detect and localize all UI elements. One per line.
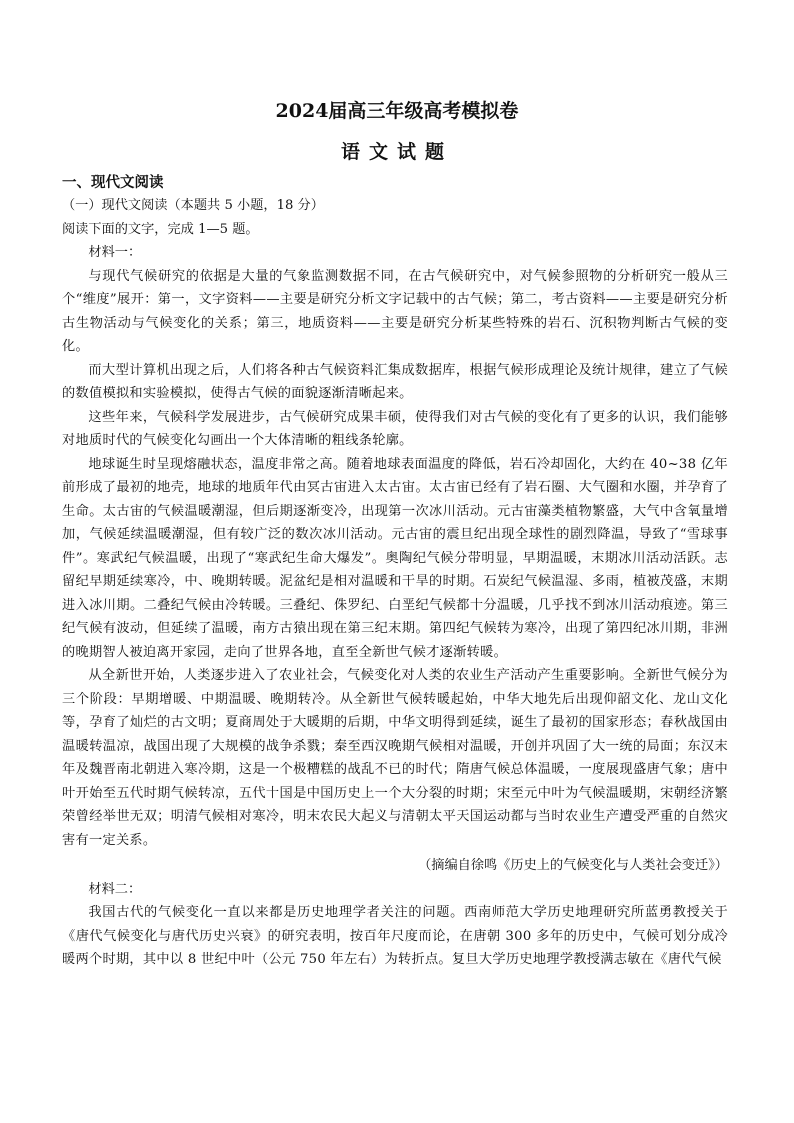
material1-paragraph: 地球诞生时呈现熔融状态，温度非常之高。随着地球表面温度的降低，岩石冷却固化，大约在 40~38 亿年前形成了最初的地壳，地球的地质年代由冥古宙进入太古宙。太古宙已经有了岩石圈、大气圈和水圈，并孕育了生命。太古宙的气候温暖潮湿，但后期逐渐变冷，出现第一次冰川活动。元古宙藻类植物繁盛，大气中含氧量增加，气候延续温暖潮湿，但有较广泛的数次冰川活动。元古宙的震旦纪出现全球性的剧烈降温，导致了“雪球事件”。寒武纪气候温暖，出现了“寒武纪生命大爆发”。奥陶纪气候分带明显，早期温暖，末期冰川活动活跃。志留纪早期延续寒冷，中、晚期转暖。泥盆纪是相对温暖和干旱的时期。石炭纪气候温湿、多雨，植被茂盛，末期进入冰川期。二叠纪气候由冷转暖。三叠纪、侏罗纪、白垩纪气候都十分温暖，几乎找不到冰川活动痕迹。第三纪气候有波动，但延续了温暖，南方古猿出现在第三纪末期。第四纪气候转为寒冷，出现了第四纪冰川期，非洲的晚期智人被迫离开家园，走向了世界各地，直至全新世气候才逐渐转暖。 xyxy=(62,456,728,660)
material1-paragraph: 而大型计算机出现之后，人们将各种古气候资料汇集成数据库，根据气候形成理论及统计规律，建立了气候的数值模拟和实验模拟，使得古气候的面貌逐渐清晰起来。 xyxy=(62,362,728,401)
instruction: 阅读下面的文字，完成 1—5 题。 xyxy=(62,221,259,237)
exam-title: 2024届高三年级高考模拟卷 xyxy=(275,100,519,122)
sub-heading: （一）现代文阅读（本题共 5 小题，18 分） xyxy=(62,198,324,213)
material1-label: 材料一： xyxy=(88,245,142,260)
material1-paragraph: 这些年来，气候科学发展进步，古气候研究成果丰硕，使得我们对古气候的变化有了更多的认识，我们能够对地质时代的气候变化勾画出一个大体清晰的粗线条轮廓。 xyxy=(62,409,728,448)
material1-paragraph: 与现代气候研究的依据是大量的气象监测数据不同，在古气候研究中，对气候参照物的分析研究一般从三个“维度”展开：第一，文字资料——主要是研究分析文字记载中的古气候；第二，考古资料——主要是研究分析古生物活动与气候变化的关系；第三，地质资料——主要是研究分析某些特殊的岩石、沉积物判断古气候的变化。 xyxy=(62,268,728,354)
material1-source: （摘编自徐鸣《历史上的气候变化与人类社会变迁》） xyxy=(418,858,728,873)
exam-subtitle: 语文试题 xyxy=(340,141,453,163)
section-heading: 一、现代文阅读 xyxy=(62,174,164,191)
material1-paragraph: 从全新世开始，人类逐步进入了农业社会，气候变化对人类的农业生产活动产生重要影响。全新世气候分为三个阶段：早期增暖、中期温暖、晚期转冷。从全新世气候转暖起始，中华大地先后出现仰韶文化、龙山文化等，孕育了灿烂的古文明；夏商周处于大暖期的后期，中华文明得到延续，诞生了最初的国家形态；春秋战国由温暖转温凉，战国出现了大规模的战争杀戮；秦至西汉晚期气候相对温暖，开创并巩固了大一统的局面；东汉末年及魏晋南北朝进入寒冷期，这是一个极糟糕的战乱不已的时代；隋唐气候总体温暖，一度展现盛唐气象；唐中叶开始至五代时期气候转凉，五代十国是中国历史上一个大分裂的时期；宋至元中叶为气候温暖期，宋朝经济繁荣曾经举世无双；明清气候相对寒冷，明末农民大起义与清朝太平天国运动都与当时农业生产遭受严重的自然灾害有一定关系。 xyxy=(62,668,728,848)
exam-content xyxy=(62,172,728,972)
material2-label: 材料二： xyxy=(88,881,142,897)
material2-paragraph: 我国古代的气候变化一直以来都是历史地理学者关注的问题。西南师范大学历史地理研究所蓝勇教授关于《唐代气候变化与唐代历史兴衰》的研究表明，按百年尺度而论，在唐朝 300 多年的历史中，气候可划分成冷暖两个时期，其中以 8 世纪中叶（公元 750 年左右）为转折点。复旦大学历史地理学教授满志敏在《唐代气候 xyxy=(62,905,728,967)
